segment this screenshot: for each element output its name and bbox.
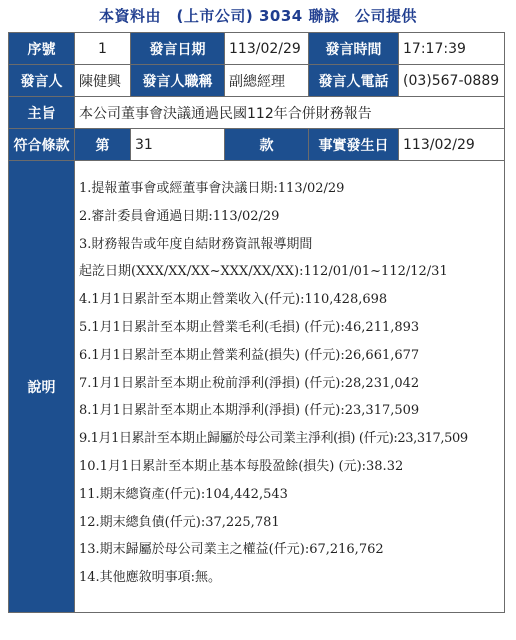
row-speaker [9,65,505,97]
event-date-value: 113/02/29 [399,129,505,161]
clause-article-value: 31 [131,129,225,161]
description-line: 起訖日期(XXX/XX/XX~XXX/XX/XX):112/01/01~112/12/31 [79,264,448,280]
description-line: 12.期末總負債(仟元):37,225,781 [79,514,280,530]
date-label: 發言日期 [131,33,225,65]
page-title: 本資料由 (上市公司) 3034 聯詠 公司提供 [99,7,417,25]
description-line: 8.1月1日累計至本期止本期淨利(淨損) (仟元):23,317,509 [79,403,420,419]
description-line: 10.1月1日累計至本期止基本每股盈餘(損失) (元):38.32 [79,458,404,474]
seq-value: 1 [75,33,131,65]
time-value: 17:17:39 [399,33,505,65]
description-line: 4.1月1日累計至本期止營業收入(仟元):110,428,698 [79,292,388,308]
row-seq-date-time [9,33,505,65]
description-label: 說明 [9,161,75,613]
description-line: 13.期末歸屬於母公司業主之權益(仟元):67,216,762 [79,542,384,558]
clause-article-label: 第 [75,129,131,161]
event-date-label: 事實發生日 [309,129,399,161]
speaker-title-label: 發言人職稱 [131,65,225,97]
description-line: 2.審計委員會通過日期:113/02/29 [79,208,280,224]
description-body [75,161,505,613]
speaker-value: 陳健興 [75,65,131,97]
subject-label: 主旨 [9,97,75,129]
description-line: 11.期末總資產(仟元):104,442,543 [79,486,288,502]
description-line: 5.1月1日累計至本期止營業毛利(毛損) (仟元):46,211,893 [79,319,420,335]
date-value: 113/02/29 [225,33,309,65]
speaker-label: 發言人 [9,65,75,97]
description-line: 7.1月1日累計至本期止稅前淨利(淨損) (仟元):28,231,042 [79,375,420,391]
description-line: 3.財務報告或年度自結財務資訊報導期間 [79,236,313,252]
description-line: 9.1月1日累計至本期止歸屬於母公司業主淨利(損) (仟元):23,317,509 [79,431,468,447]
row-description [9,161,505,613]
row-subject [9,97,505,129]
subject-value: 本公司董事會決議通過民國112年合併財務報告 [75,97,505,129]
time-label: 發言時間 [309,33,399,65]
description-line: 6.1月1日累計至本期止營業利益(損失) (仟元):26,661,677 [79,347,420,363]
clause-section-label: 款 [225,129,309,161]
clause-label: 符合條款 [9,129,75,161]
description-line: 1.提報董事會或經董事會決議日期:113/02/29 [79,181,345,196]
announcement-table [8,32,505,613]
speaker-phone-value: (03)567-0889 [399,65,505,97]
row-clause [9,129,505,161]
description-line: 14.其他應敘明事項:無。 [79,570,222,586]
speaker-phone-label: 發言人電話 [309,65,399,97]
seq-label: 序號 [9,33,75,65]
speaker-title-value: 副總經理 [225,65,309,97]
